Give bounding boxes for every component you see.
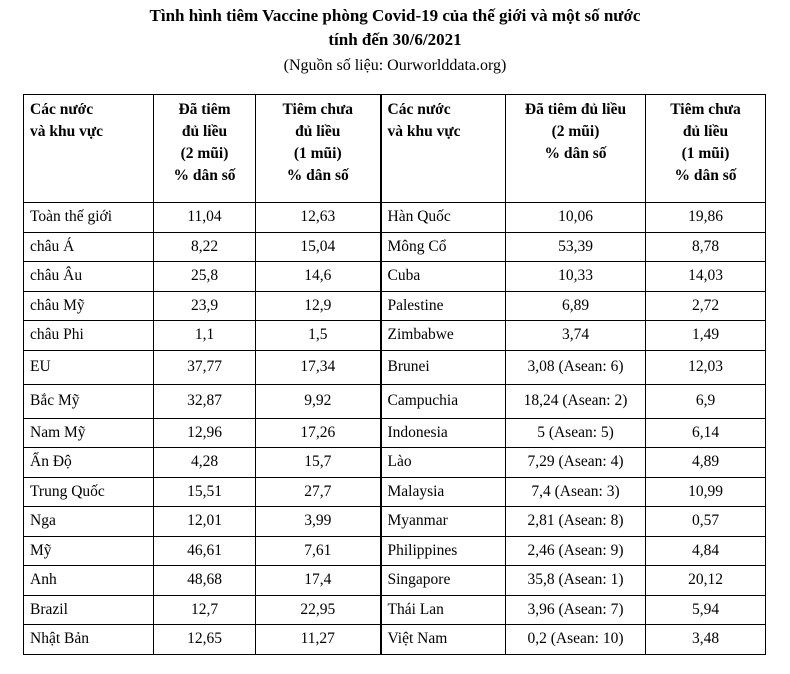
table-row bbox=[24, 477, 766, 507]
left-region-cell: châu Phi bbox=[24, 321, 154, 351]
left-region-cell: Trung Quốc bbox=[24, 477, 154, 507]
left-full-cell: 11,04 bbox=[154, 203, 256, 233]
left-full-cell: 12,96 bbox=[154, 418, 256, 448]
left-region-cell: Nhật Bản bbox=[24, 625, 154, 655]
left-partial-cell: 22,95 bbox=[256, 595, 381, 625]
right-full-cell: 5 (Asean: 5) bbox=[506, 418, 646, 448]
right-partial-cell: 8,78 bbox=[646, 232, 766, 262]
left-full-cell: 48,68 bbox=[154, 566, 256, 596]
left-region-cell: Mỹ bbox=[24, 536, 154, 566]
right-region-cell: Zimbabwe bbox=[381, 321, 506, 351]
right-region-cell: Palestine bbox=[381, 291, 506, 321]
right-partial-cell: 2,72 bbox=[646, 291, 766, 321]
right-region-cell: Myanmar bbox=[381, 507, 506, 537]
right-full-cell: 7,29 (Asean: 4) bbox=[506, 448, 646, 478]
table-row bbox=[24, 350, 766, 384]
source-note: (Nguồn số liệu: Ourworlddata.org) bbox=[283, 57, 507, 74]
right-region-cell: Mông Cổ bbox=[381, 232, 506, 262]
right-full-cell: 3,74 bbox=[506, 321, 646, 351]
left-partial-cell: 17,4 bbox=[256, 566, 381, 596]
left-partial-cell: 7,61 bbox=[256, 536, 381, 566]
right-region-cell: Lào bbox=[381, 448, 506, 478]
right-full-cell: 10,06 bbox=[506, 203, 646, 233]
left-region-cell: Nga bbox=[24, 507, 154, 537]
left-full-cell: 37,77 bbox=[154, 350, 256, 384]
right-full-cell: 2,81 (Asean: 8) bbox=[506, 507, 646, 537]
right-full-cell: 10,33 bbox=[506, 262, 646, 292]
right-partial-cell: 10,99 bbox=[646, 477, 766, 507]
right-partial-cell: 1,49 bbox=[646, 321, 766, 351]
left-region-cell: Ấn Độ bbox=[24, 448, 154, 478]
left-partial-cell: 15,04 bbox=[256, 232, 381, 262]
right-region-cell: Cuba bbox=[381, 262, 506, 292]
header-left-full: Đã tiêm đủ liều (2 mũi) % dân số bbox=[154, 95, 256, 203]
table-row bbox=[24, 448, 766, 478]
right-partial-cell: 19,86 bbox=[646, 203, 766, 233]
right-full-cell: 7,4 (Asean: 3) bbox=[506, 477, 646, 507]
right-full-cell: 3,08 (Asean: 6) bbox=[506, 350, 646, 384]
left-partial-cell: 1,5 bbox=[256, 321, 381, 351]
right-full-cell: 35,8 (Asean: 1) bbox=[506, 566, 646, 596]
left-region-cell: Nam Mỹ bbox=[24, 418, 154, 448]
left-full-cell: 4,28 bbox=[154, 448, 256, 478]
right-region-cell: Thái Lan bbox=[381, 595, 506, 625]
left-partial-cell: 11,27 bbox=[256, 625, 381, 655]
right-partial-cell: 14,03 bbox=[646, 262, 766, 292]
header-right-region: Các nước và khu vực bbox=[381, 95, 506, 203]
left-full-cell: 12,01 bbox=[154, 507, 256, 537]
table-row bbox=[24, 262, 766, 292]
right-partial-cell: 4,89 bbox=[646, 448, 766, 478]
title-line-2: tính đến 30/6/2021 bbox=[328, 30, 462, 49]
left-partial-cell: 17,26 bbox=[256, 418, 381, 448]
right-full-cell: 2,46 (Asean: 9) bbox=[506, 536, 646, 566]
table-row bbox=[24, 536, 766, 566]
left-full-cell: 15,51 bbox=[154, 477, 256, 507]
table-row bbox=[24, 384, 766, 418]
right-partial-cell: 0,57 bbox=[646, 507, 766, 537]
left-full-cell: 46,61 bbox=[154, 536, 256, 566]
right-partial-cell: 12,03 bbox=[646, 350, 766, 384]
left-full-cell: 32,87 bbox=[154, 384, 256, 418]
table-row bbox=[24, 507, 766, 537]
right-region-cell: Hàn Quốc bbox=[381, 203, 506, 233]
table-row bbox=[24, 203, 766, 233]
left-region-cell: châu Á bbox=[24, 232, 154, 262]
right-full-cell: 6,89 bbox=[506, 291, 646, 321]
table-row bbox=[24, 418, 766, 448]
left-region-cell: Anh bbox=[24, 566, 154, 596]
left-full-cell: 12,7 bbox=[154, 595, 256, 625]
table-row bbox=[24, 595, 766, 625]
left-partial-cell: 9,92 bbox=[256, 384, 381, 418]
right-region-cell: Singapore bbox=[381, 566, 506, 596]
right-region-cell: Campuchia bbox=[381, 384, 506, 418]
right-partial-cell: 5,94 bbox=[646, 595, 766, 625]
left-region-cell: châu Âu bbox=[24, 262, 154, 292]
left-region-cell: Bắc Mỹ bbox=[24, 384, 154, 418]
left-partial-cell: 27,7 bbox=[256, 477, 381, 507]
left-partial-cell: 17,34 bbox=[256, 350, 381, 384]
table-row bbox=[24, 566, 766, 596]
right-region-cell: Philippines bbox=[381, 536, 506, 566]
header-left-region: Các nước và khu vực bbox=[24, 95, 154, 203]
header-right-full: Đã tiêm đủ liều (2 mũi) % dân số bbox=[506, 95, 646, 203]
left-partial-cell: 14,6 bbox=[256, 262, 381, 292]
right-partial-cell: 20,12 bbox=[646, 566, 766, 596]
left-full-cell: 12,65 bbox=[154, 625, 256, 655]
right-region-cell: Brunei bbox=[381, 350, 506, 384]
left-full-cell: 8,22 bbox=[154, 232, 256, 262]
table-row bbox=[24, 291, 766, 321]
left-region-cell: Brazil bbox=[24, 595, 154, 625]
right-partial-cell: 4,84 bbox=[646, 536, 766, 566]
right-partial-cell: 3,48 bbox=[646, 625, 766, 655]
table-row bbox=[24, 232, 766, 262]
left-full-cell: 25,8 bbox=[154, 262, 256, 292]
right-region-cell: Indonesia bbox=[381, 418, 506, 448]
right-partial-cell: 6,14 bbox=[646, 418, 766, 448]
title-line-1: Tình hình tiêm Vaccine phòng Covid-19 của thế giới và một số nước bbox=[149, 6, 641, 25]
left-partial-cell: 3,99 bbox=[256, 507, 381, 537]
header-left-partial: Tiêm chưa đủ liều (1 mũi) % dân số bbox=[256, 95, 381, 203]
table-row bbox=[24, 625, 766, 655]
right-region-cell: Việt Nam bbox=[381, 625, 506, 655]
left-region-cell: EU bbox=[24, 350, 154, 384]
right-partial-cell: 6,9 bbox=[646, 384, 766, 418]
vaccine-table bbox=[23, 94, 766, 655]
left-partial-cell: 12,63 bbox=[256, 203, 381, 233]
header-right-partial: Tiêm chưa đủ liều (1 mũi) % dân số bbox=[646, 95, 766, 203]
left-full-cell: 1,1 bbox=[154, 321, 256, 351]
table-row bbox=[24, 321, 766, 351]
right-full-cell: 0,2 (Asean: 10) bbox=[506, 625, 646, 655]
right-full-cell: 53,39 bbox=[506, 232, 646, 262]
right-full-cell: 18,24 (Asean: 2) bbox=[506, 384, 646, 418]
left-partial-cell: 12,9 bbox=[256, 291, 381, 321]
right-region-cell: Malaysia bbox=[381, 477, 506, 507]
left-full-cell: 23,9 bbox=[154, 291, 256, 321]
left-region-cell: Toàn thế giới bbox=[24, 203, 154, 233]
header-row bbox=[24, 95, 766, 203]
left-partial-cell: 15,7 bbox=[256, 448, 381, 478]
left-region-cell: châu Mỹ bbox=[24, 291, 154, 321]
right-full-cell: 3,96 (Asean: 7) bbox=[506, 595, 646, 625]
